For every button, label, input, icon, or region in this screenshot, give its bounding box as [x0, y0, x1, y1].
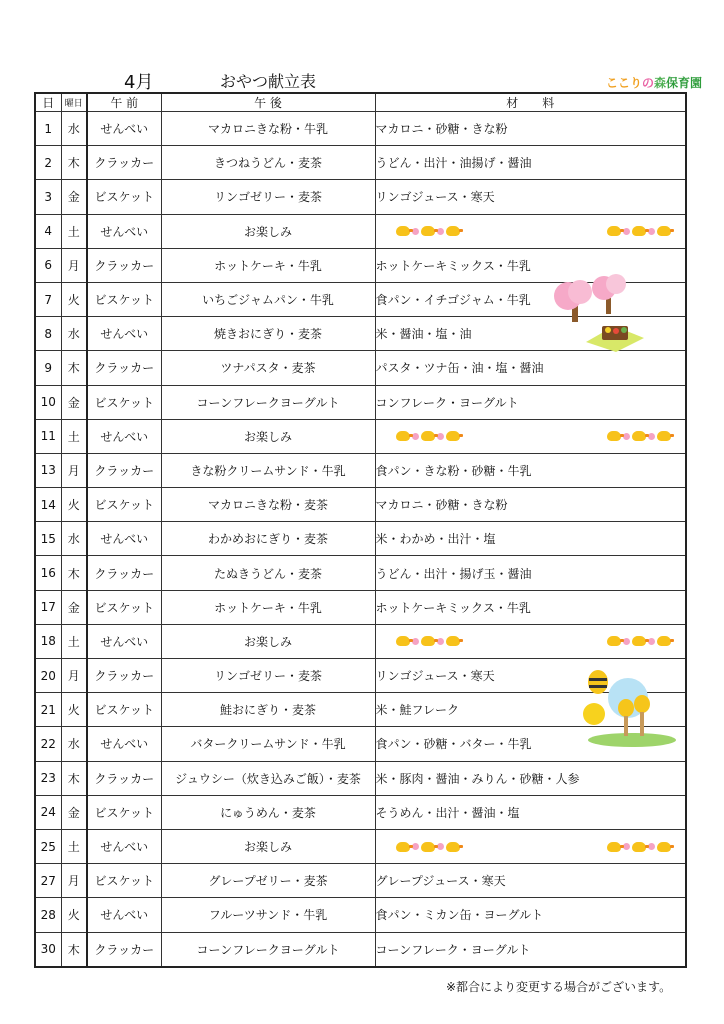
chick-decoration [376, 431, 686, 441]
morning-snack-cell: せんべい [87, 727, 161, 761]
chick-icon-group [607, 636, 671, 646]
afternoon-snack-cell: ホットケーキ・牛乳 [161, 590, 375, 624]
morning-snack-cell: ビスケット [87, 795, 161, 829]
table-row [35, 624, 686, 658]
day-cell: 30 [35, 932, 61, 967]
table-body [35, 112, 686, 967]
weekday-cell: 水 [61, 727, 87, 761]
ingredients-cell: ホットケーキミックス・牛乳 [375, 248, 686, 282]
afternoon-snack-cell: ジュウシー（炊き込みご飯）・麦茶 [161, 761, 375, 795]
afternoon-snack-cell: きな粉クリームサンド・牛乳 [161, 453, 375, 487]
chick-icon-group [396, 226, 460, 236]
morning-snack-cell: せんべい [87, 112, 161, 146]
afternoon-snack-cell: リンゴゼリー・麦茶 [161, 180, 375, 214]
flower-icon [437, 843, 444, 850]
flower-icon [648, 228, 655, 235]
weekday-cell: 火 [61, 693, 87, 727]
ingredients-cell: コンフレーク・ヨーグルト [375, 385, 686, 419]
morning-snack-cell: せんべい [87, 214, 161, 248]
chick-decoration [376, 226, 686, 236]
chick-icon [632, 226, 646, 236]
day-cell: 18 [35, 624, 61, 658]
table-row [35, 385, 686, 419]
afternoon-snack-cell: ツナパスタ・麦茶 [161, 351, 375, 385]
weekday-cell: 火 [61, 282, 87, 316]
afternoon-snack-cell: ホットケーキ・牛乳 [161, 248, 375, 282]
weekday-cell: 土 [61, 419, 87, 453]
weekday-cell: 月 [61, 453, 87, 487]
weekday-cell: 土 [61, 829, 87, 863]
table-row [35, 180, 686, 214]
bee-and-sun-illustration [580, 664, 678, 750]
ingredients-cell: 米・豚肉・醤油・みりん・砂糖・人参 [375, 761, 686, 795]
snack-menu-table [34, 92, 687, 968]
flower-icon [623, 433, 630, 440]
chick-icon [632, 431, 646, 441]
flower-icon [412, 638, 419, 645]
afternoon-snack-cell: お楽しみ [161, 829, 375, 863]
chick-icon [446, 431, 460, 441]
table-row [35, 112, 686, 146]
afternoon-snack-cell: 鮭おにぎり・麦茶 [161, 693, 375, 727]
ingredients-cell: マカロニ・砂糖・きな粉 [375, 488, 686, 522]
day-cell: 13 [35, 453, 61, 487]
morning-snack-cell: ビスケット [87, 488, 161, 522]
footer-note: ※都合により変更する場合がございます。 [446, 980, 672, 994]
table-row [35, 864, 686, 898]
ingredients-cell: リンゴジュース・寒天 [375, 659, 686, 693]
flower-icon [412, 433, 419, 440]
morning-snack-cell: ビスケット [87, 864, 161, 898]
day-cell: 10 [35, 385, 61, 419]
morning-snack-cell: せんべい [87, 829, 161, 863]
chick-icon [421, 431, 435, 441]
weekday-cell: 水 [61, 317, 87, 351]
day-cell: 28 [35, 898, 61, 932]
day-cell: 1 [35, 112, 61, 146]
ingredients-cell [375, 624, 686, 658]
morning-snack-cell: クラッカー [87, 932, 161, 967]
column-header-morning: 午 前 [87, 93, 161, 112]
weekday-cell: 水 [61, 112, 87, 146]
chick-icon [396, 431, 410, 441]
ingredients-cell: 米・わかめ・出汁・塩 [375, 522, 686, 556]
ingredients-cell: マカロニ・砂糖・きな粉 [375, 112, 686, 146]
chick-decoration [376, 842, 686, 852]
table-row [35, 932, 686, 967]
afternoon-snack-cell: マカロニきな粉・牛乳 [161, 112, 375, 146]
chick-icon [657, 431, 671, 441]
column-header-weekday: 曜日 [61, 93, 87, 112]
column-header-day: 日 [35, 93, 61, 112]
day-cell: 25 [35, 829, 61, 863]
flower-icon [437, 638, 444, 645]
chick-icon [632, 842, 646, 852]
afternoon-snack-cell: お楽しみ [161, 419, 375, 453]
flower-icon [648, 638, 655, 645]
afternoon-snack-cell: わかめおにぎり・麦茶 [161, 522, 375, 556]
day-cell: 27 [35, 864, 61, 898]
weekday-cell: 木 [61, 351, 87, 385]
day-cell: 23 [35, 761, 61, 795]
chick-icon [421, 636, 435, 646]
ingredients-cell: パスタ・ツナ缶・油・塩・醤油 [375, 351, 686, 385]
weekday-cell: 金 [61, 180, 87, 214]
morning-snack-cell: クラッカー [87, 556, 161, 590]
day-cell: 2 [35, 146, 61, 180]
afternoon-snack-cell: コーンフレークヨーグルト [161, 932, 375, 967]
flower-icon [412, 843, 419, 850]
weekday-cell: 水 [61, 522, 87, 556]
chick-icon [607, 226, 621, 236]
morning-snack-cell: クラッカー [87, 146, 161, 180]
day-cell: 3 [35, 180, 61, 214]
table-header-row [35, 93, 686, 112]
afternoon-snack-cell: フルーツサンド・牛乳 [161, 898, 375, 932]
chick-icon-group [396, 431, 460, 441]
bee-icon [588, 670, 608, 694]
afternoon-snack-cell: バタークリームサンド・牛乳 [161, 727, 375, 761]
afternoon-snack-cell: グレープゼリー・麦茶 [161, 864, 375, 898]
day-cell: 22 [35, 727, 61, 761]
table-row [35, 351, 686, 385]
flower-icon [412, 228, 419, 235]
morning-snack-cell: クラッカー [87, 351, 161, 385]
day-cell: 8 [35, 317, 61, 351]
ingredients-cell [375, 829, 686, 863]
afternoon-snack-cell: お楽しみ [161, 624, 375, 658]
chick-icon [607, 431, 621, 441]
picnic-bento-icon [584, 318, 646, 354]
chick-icon [607, 636, 621, 646]
afternoon-snack-cell: コーンフレークヨーグルト [161, 385, 375, 419]
chick-icon [421, 226, 435, 236]
chick-icon-group [607, 842, 671, 852]
ingredients-cell: 食パン・砂糖・バター・牛乳 [375, 727, 686, 761]
weekday-cell: 土 [61, 214, 87, 248]
page-header [34, 66, 703, 93]
weekday-cell: 月 [61, 864, 87, 898]
column-header-afternoon: 午 後 [161, 93, 375, 112]
morning-snack-cell: ビスケット [87, 693, 161, 727]
table-row [35, 522, 686, 556]
ingredients-cell: 食パン・きな粉・砂糖・牛乳 [375, 453, 686, 487]
chick-icon-group [396, 842, 460, 852]
day-cell: 11 [35, 419, 61, 453]
table-row [35, 419, 686, 453]
chick-icon-group [396, 636, 460, 646]
flower-icon [648, 843, 655, 850]
day-cell: 7 [35, 282, 61, 316]
morning-snack-cell: せんべい [87, 317, 161, 351]
flower-icon [623, 228, 630, 235]
table-row [35, 761, 686, 795]
weekday-cell: 木 [61, 556, 87, 590]
chick-icon-group [607, 226, 671, 236]
nursery-logo: ここりの森保育園 [606, 76, 703, 90]
morning-snack-cell: クラッカー [87, 248, 161, 282]
chick-icon [421, 842, 435, 852]
table-row [35, 590, 686, 624]
ingredients-cell: グレープジュース・寒天 [375, 864, 686, 898]
chick-icon [607, 842, 621, 852]
chick-icon-group [607, 431, 671, 441]
day-cell: 14 [35, 488, 61, 522]
table-row [35, 453, 686, 487]
chick-icon [396, 226, 410, 236]
ingredients-cell [375, 214, 686, 248]
page-title: おやつ献立表 [220, 72, 317, 91]
day-cell: 17 [35, 590, 61, 624]
table-row [35, 214, 686, 248]
afternoon-snack-cell: いちごジャムパン・牛乳 [161, 282, 375, 316]
chick-icon [396, 636, 410, 646]
weekday-cell: 木 [61, 932, 87, 967]
ingredients-cell: 食パン・ミカン缶・ヨーグルト [375, 898, 686, 932]
chick-icon [657, 842, 671, 852]
table-row [35, 795, 686, 829]
morning-snack-cell: ビスケット [87, 180, 161, 214]
table-row [35, 146, 686, 180]
ingredients-cell: うどん・出汁・油揚げ・醤油 [375, 146, 686, 180]
day-cell: 24 [35, 795, 61, 829]
morning-snack-cell: クラッカー [87, 761, 161, 795]
morning-snack-cell: せんべい [87, 624, 161, 658]
ingredients-cell: そうめん・出汁・醤油・塩 [375, 795, 686, 829]
chick-icon [396, 842, 410, 852]
chick-icon [446, 226, 460, 236]
table-row [35, 556, 686, 590]
table-row [35, 898, 686, 932]
weekday-cell: 月 [61, 248, 87, 282]
ingredients-cell: 米・醤油・塩・油 [375, 317, 686, 351]
ingredients-cell: うどん・出汁・揚げ玉・醤油 [375, 556, 686, 590]
chick-icon [632, 636, 646, 646]
flower-icon [648, 433, 655, 440]
flower-icon [437, 228, 444, 235]
weekday-cell: 月 [61, 659, 87, 693]
morning-snack-cell: せんべい [87, 522, 161, 556]
flower-icon [623, 843, 630, 850]
morning-snack-cell: クラッカー [87, 659, 161, 693]
morning-snack-cell: せんべい [87, 898, 161, 932]
day-cell: 9 [35, 351, 61, 385]
morning-snack-cell: せんべい [87, 419, 161, 453]
afternoon-snack-cell: お楽しみ [161, 214, 375, 248]
weekday-cell: 金 [61, 590, 87, 624]
day-cell: 21 [35, 693, 61, 727]
column-header-ingredients: 材 料 [375, 93, 686, 112]
weekday-cell: 木 [61, 761, 87, 795]
chick-icon [657, 636, 671, 646]
ingredients-cell [375, 419, 686, 453]
ingredients-cell: リンゴジュース・寒天 [375, 180, 686, 214]
day-cell: 20 [35, 659, 61, 693]
afternoon-snack-cell: たぬきうどん・麦茶 [161, 556, 375, 590]
morning-snack-cell: ビスケット [87, 590, 161, 624]
ingredients-cell: 米・鮭フレーク [375, 693, 686, 727]
weekday-cell: 木 [61, 146, 87, 180]
sun-icon [583, 703, 605, 725]
weekday-cell: 火 [61, 488, 87, 522]
chick-icon [446, 636, 460, 646]
ingredients-cell: コーンフレーク・ヨーグルト [375, 932, 686, 967]
flower-icon [437, 433, 444, 440]
morning-snack-cell: クラッカー [87, 453, 161, 487]
afternoon-snack-cell: きつねうどん・麦茶 [161, 146, 375, 180]
chick-decoration [376, 636, 686, 646]
ingredients-cell: 食パン・イチゴジャム・牛乳 [375, 282, 686, 316]
afternoon-snack-cell: にゅうめん・麦茶 [161, 795, 375, 829]
afternoon-snack-cell: リンゴゼリー・麦茶 [161, 659, 375, 693]
weekday-cell: 火 [61, 898, 87, 932]
day-cell: 15 [35, 522, 61, 556]
morning-snack-cell: ビスケット [87, 385, 161, 419]
day-cell: 4 [35, 214, 61, 248]
morning-snack-cell: ビスケット [87, 282, 161, 316]
weekday-cell: 土 [61, 624, 87, 658]
afternoon-snack-cell: 焼きおにぎり・麦茶 [161, 317, 375, 351]
day-cell: 6 [35, 248, 61, 282]
weekday-cell: 金 [61, 795, 87, 829]
chick-icon [657, 226, 671, 236]
table-row [35, 829, 686, 863]
day-cell: 16 [35, 556, 61, 590]
table-row [35, 488, 686, 522]
weekday-cell: 金 [61, 385, 87, 419]
chick-icon [446, 842, 460, 852]
month-label: 4月 [124, 72, 154, 93]
flower-icon [623, 638, 630, 645]
afternoon-snack-cell: マカロニきな粉・麦茶 [161, 488, 375, 522]
ingredients-cell: ホットケーキミックス・牛乳 [375, 590, 686, 624]
